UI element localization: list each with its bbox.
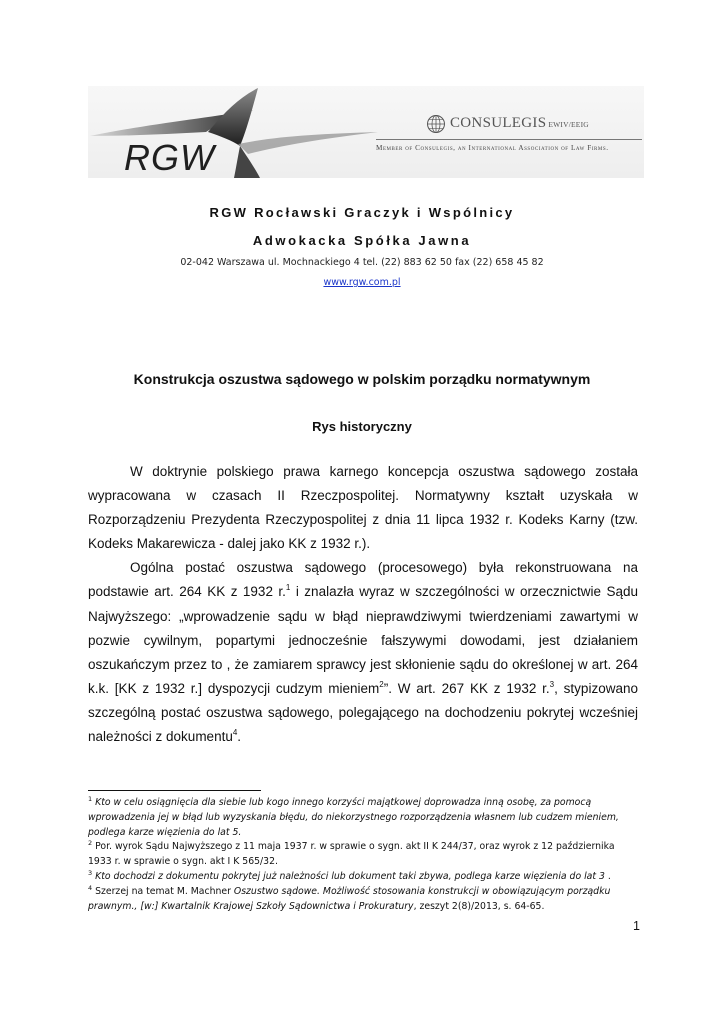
footnote-ref-4[interactable]: 4	[232, 728, 238, 738]
letterhead	[88, 86, 644, 178]
consulegis-block	[376, 108, 644, 168]
footnote-2: $^2$ Por. wyrok Sądu Najwyższego z 11 maja 1937 r. w sprawie o sygn. akt II K 244/37, oraz wyrok z 12 października 1933 r. w sprawie o sygn. akt I K 565/32.	[88, 839, 615, 868]
document-title: Konstrukcja oszustwa sądowego w polskim porządku normatywnym	[133, 371, 591, 387]
firm-type: Adwokacka Spółka Jawna	[252, 233, 472, 248]
consulegis-suffix: EWIV/EEIG	[548, 120, 589, 129]
globe-icon	[426, 114, 446, 134]
footnote-ref-3[interactable]: 3	[549, 679, 555, 689]
website-link[interactable]: www.rgw.com.pl	[323, 277, 401, 288]
member-line: Member of Consulegis, an International Association of Law Firms.	[376, 144, 609, 152]
footnote-3: $^3$ Kto dochodzi z dokumentu pokrytej już należności lub dokument taki zbywa, podlega karze więzienia do lat 3 .	[88, 868, 611, 882]
footnote-ref-1[interactable]: 1	[285, 583, 291, 593]
svg-text:RGW: RGW	[124, 137, 215, 178]
consulegis-name: CONSULEGIS EWIV/EEIG	[450, 115, 589, 131]
footnote-ref-2[interactable]: 2	[379, 679, 384, 689]
footnote-1: $^1$ Kto w celu osiągnięcia dla siebie lub kogo innego korzyści majątkowej doprowadza inną osobę, za pomocą wprowadzenia jej w błąd lub wyzyskania błędu, do niekorzystnego rozporządzenia własnem lub cudzem mieniem, podlega karze więzienia do lat 5.	[88, 795, 619, 838]
consulegis-divider	[376, 139, 642, 140]
paragraph-1: W doktrynie polskiego prawa karnego koncepcja oszustwa sądowego została wypracowana w czasach II Rzeczpospolitej. Normatywny kształt uzyskała w Rozporządzeniu Prezydenta Rzeczypospolitej z dnia 11 lipca 1932 r. Kodeks Karny (tzw. Kodeks Makarewicza - dalej jako KK z 1932 r.).	[88, 464, 638, 552]
firm-name: RGW Rocławski Graczyk i Wspólnicy	[209, 205, 515, 220]
page-number: 1	[633, 919, 640, 933]
firm-address: 02-042 Warszawa ul. Mochnackiego 4 tel. (22) 883 62 50 fax (22) 658 45 82	[180, 257, 544, 268]
body-text	[88, 460, 638, 749]
section-title: Rys historyczny	[312, 419, 412, 434]
paragraph-2: Ogólna postać oszustwa sądowego (procesowego) była rekonstruowana na podstawie art. 264 KK z 1932 r.$^1$ i znalazła wyraz w szczególności w orzecznictwie Sądu Najwyższego: „wprowadzenie sądu w błąd nieprawdziwymi twierdzeniami zawartymi w pozwie cywilnym, popartymi jednocześnie fałszywymi dowodami, jest działaniem oszukańczym przez to , że zamiarem sprawcy jest skłonienie sądu do określonej w art. 264 k.k. [KK z 1932 r.] dyspozycji cudzym mieniem$^2$”. W art. 267 KK z 1932 r.$^3$, stypizowano szczególną postać oszustwa sądowego, polegającego na dochodzeniu pokrytej wcześniej należności z dokumentu$^4$.	[88, 560, 638, 745]
rgw-logo	[88, 86, 388, 178]
footnotes	[88, 796, 640, 914]
footnote-separator	[88, 790, 261, 791]
footnote-4: $^4$ Szerzej na temat M. Machner Oszustwo sądowe. Możliwość stosowania konstrukcji w obowiązującym porządku prawnym., [w:] Kwartalnik Krajowej Szkoły Sądownictwa i Prokuratury, zeszyt 2(8)/2013, s. 64-65.	[88, 883, 611, 912]
